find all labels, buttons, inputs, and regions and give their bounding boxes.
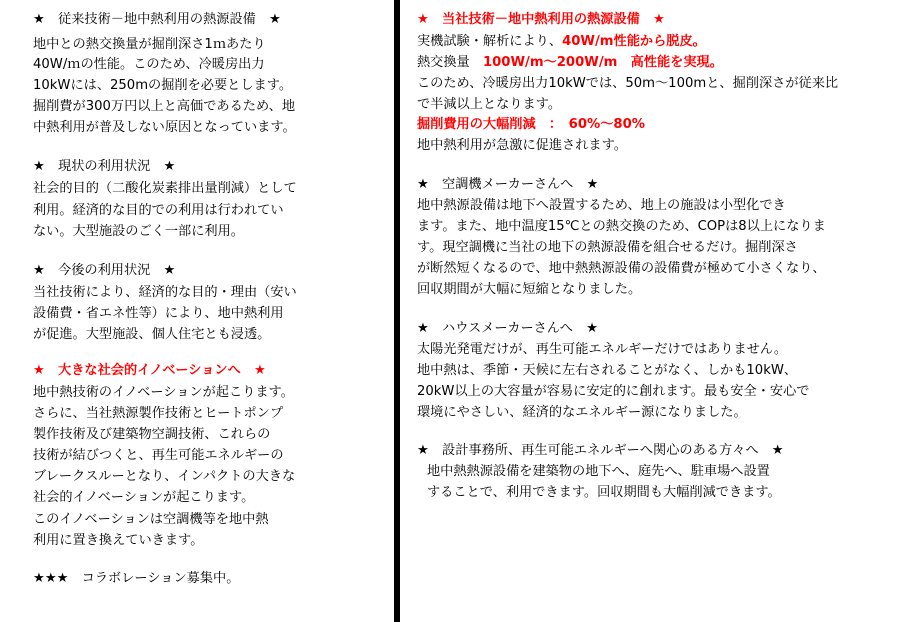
text-line: ない。大型施設のごく一部に利用。: [33, 224, 244, 239]
section-title-future-usage: ★ 今後の利用状況 ★: [33, 263, 176, 278]
text-line: 地中熱は、季節・天候に左右されることがなく、しかも10kW、: [417, 363, 798, 378]
text-line: 10kWには、250mの掘削を必要とします。: [33, 78, 293, 93]
text-line: 社会的目的（二酸化炭素排出量削減）として: [33, 181, 297, 196]
section-title-design-offices: ★ 設計事務所、再生可能エネルギーへ関心のある方々へ ★: [417, 443, 784, 458]
text-line: 設備費・省エネ性等）により、地中熱利用: [33, 306, 284, 321]
text-line: 40W/ｍの性能。このため、冷暖房出力: [33, 57, 265, 72]
text-line: が断然短くなるので、地中熱熱源設備の設備費が極めて小さくなり、: [417, 261, 826, 276]
highlight-text: 40W/m性能から脱皮。: [562, 34, 706, 49]
text-line: 中熱利用が普及しない原因となっています。: [33, 120, 296, 135]
section-title-our-tech: ★ 当社技術－地中熱利用の熱源設備 ★: [417, 12, 665, 27]
text-line: が促進。大型施設、個人住宅とも浸透。: [33, 327, 271, 342]
text-line: ブレークスルーとなり、インパクトの大きな: [33, 469, 296, 484]
text-line: 当社技術により、経済的な目的・理由（安い: [33, 285, 297, 300]
text-line: [417, 32, 706, 52]
text-line: このため、冷暖房出力10kWでは、50m～100mと、掘削深さが従来比: [417, 76, 839, 91]
text-line: で半減以上となります。: [417, 97, 562, 112]
text-span: 熱交換量: [417, 55, 483, 70]
text-line: 地中熱技術のイノベーションが起こります。: [33, 385, 294, 400]
text-line: 太陽光発電だけが、再生可能エネルギーだけではありません。: [417, 342, 788, 357]
section-title-house-makers: ★ ハウスメーカーさんへ ★: [417, 321, 598, 336]
text-line: 製作技術及び建築物空調技術、これらの: [33, 427, 271, 442]
text-line: このイノベーションは空調機等を地中熱: [33, 512, 269, 527]
section-title-current-usage: ★ 現状の利用状況 ★: [33, 159, 176, 174]
section-title-aircon-makers: ★ 空調機メーカーさんへ ★: [417, 177, 599, 192]
column-divider: [394, 0, 400, 622]
text-span: 実機試験・解析により、: [417, 34, 563, 49]
text-line: 20kW以上の大容量が容易に安定的に創れます。最も安全・安心で: [417, 384, 810, 399]
highlight-text: 100W/m～200W/m 高性能を実現。: [482, 55, 723, 70]
text-line: 環境にやさしい、経済的なエネルギー源になりました。: [417, 405, 747, 420]
text-line: す。現空調機に当社の地下の熱源設備を組合せるだけ。掘削深さ: [417, 240, 798, 255]
text-line: ます。また、地中温度15℃との熱交換のため、COPは8以上になりま: [417, 219, 826, 234]
section-title-social-innovation: ★ 大きな社会的イノベーションへ ★: [33, 363, 266, 378]
text-line: 利用。経済的な目的での利用は行われてい: [33, 203, 284, 218]
text-line: さらに、当社熱源製作技術とヒートポンプ: [33, 406, 284, 421]
section-title-conventional-tech: ★ 従来技術－地中熱利用の熱源設備 ★: [33, 12, 281, 27]
text-line: 地中熱源設備は地下へ設置するため、地上の施設は小型化でき: [417, 198, 786, 213]
highlight-text: 掘削費用の大幅削減 ： 60%～80%: [417, 117, 645, 132]
text-line: 利用に置き換えていきます。: [33, 533, 204, 548]
text-line: することで、利用できます。回収期間も大幅削減できます。: [427, 485, 781, 500]
text-line: 地中との熱交換量が掘削深さ1ｍあたり: [33, 37, 266, 52]
text-line: 地中熱熱源設備を建築物の地下へ、庭先へ、駐車場へ設置: [427, 464, 770, 479]
text-line: 地中熱利用が急激に促進されます。: [417, 138, 627, 153]
text-line: 技術が結びつくと、再生可能エネルギーの: [33, 448, 284, 463]
text-line: 回収期間が大幅に短縮となりました。: [417, 282, 642, 297]
collaboration-footer: ★★★ コラボレーション募集中。: [33, 571, 240, 586]
text-line: 掘削費が300万円以上と高価であるため、地: [33, 99, 296, 114]
text-line: [417, 53, 723, 73]
text-line: 社会的イノベーションが起こります。: [33, 490, 255, 505]
